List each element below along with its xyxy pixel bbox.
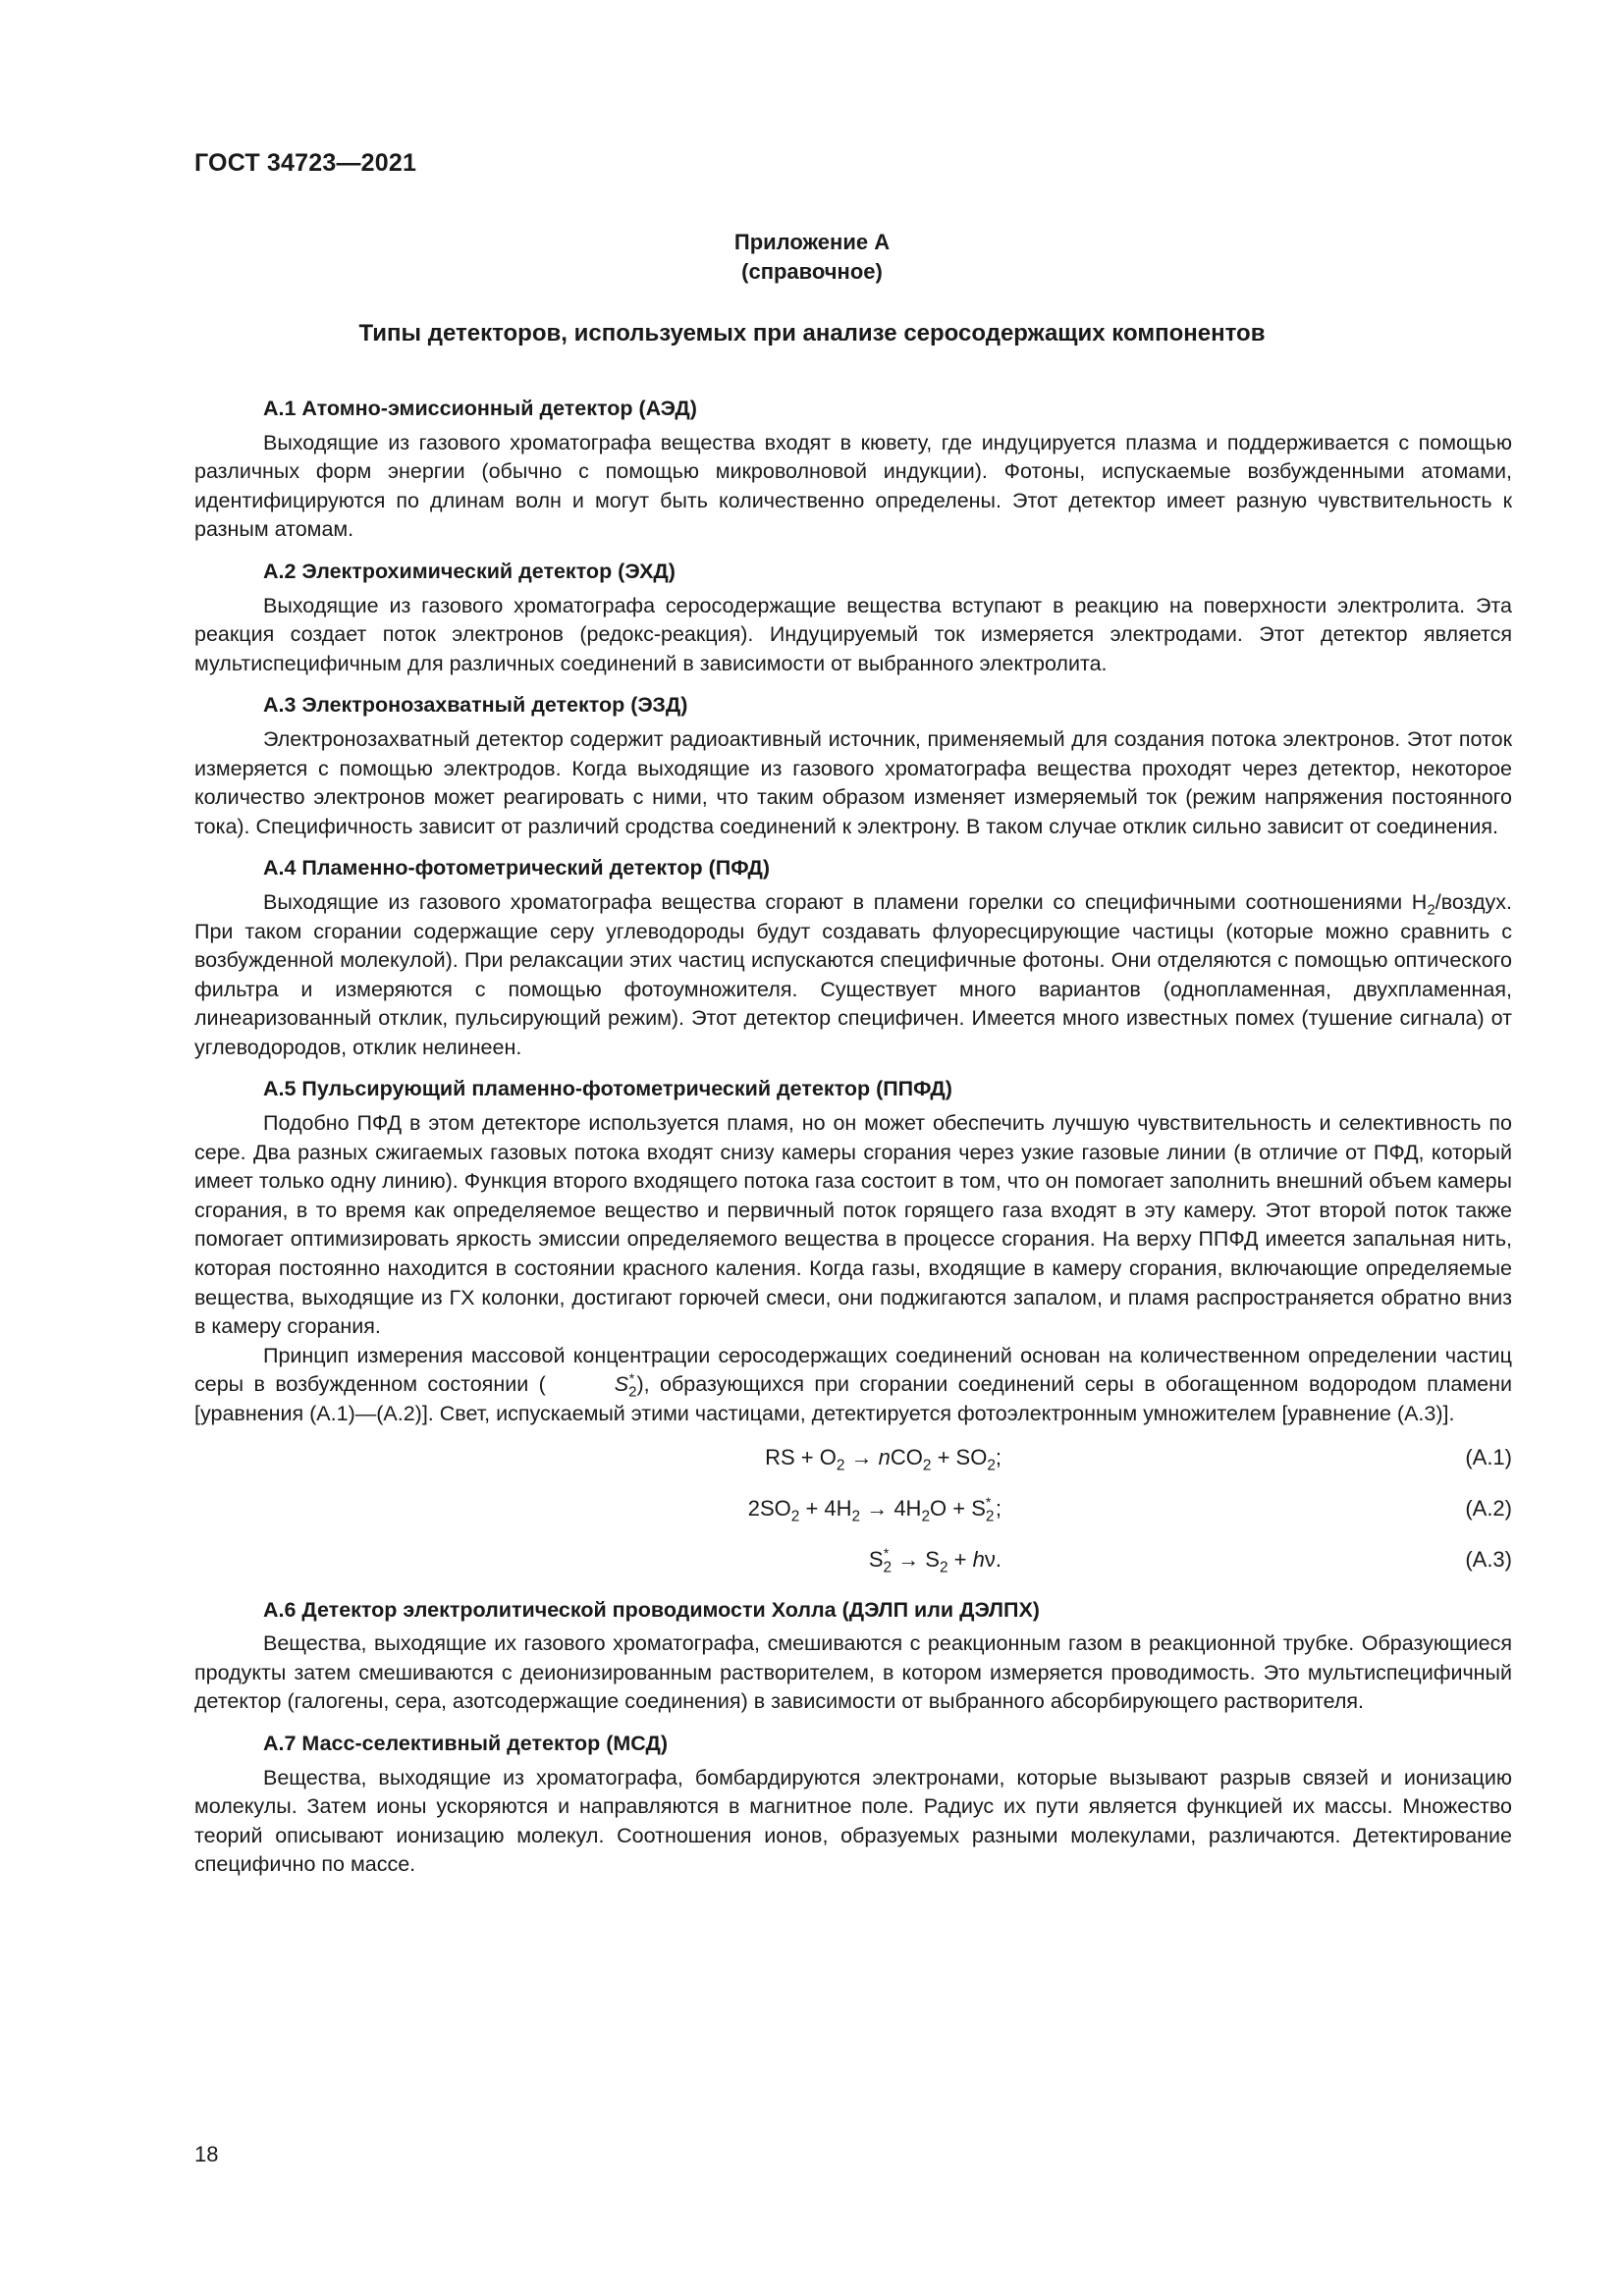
superscript-star: *	[628, 1370, 635, 1387]
section-heading: А.3 Электронозахватный детектор (ЭЗД)	[263, 693, 688, 718]
section-a2	[194, 558, 1512, 678]
section-heading: А.6 Детектор электролитической проводимости Холла (ДЭЛП или ДЭЛПХ)	[263, 1597, 1040, 1622]
paragraph	[194, 1342, 1512, 1429]
subscript: 2	[628, 1383, 637, 1401]
annex-type: (справочное)	[741, 259, 883, 284]
text-run: /воздух. При таком сгорании содержащие серу углеводороды будут создавать флуоресцирующие частицы (которые можно сравнить с возбужденной молекулой). При релаксации этих частиц испускаются специфичные фотоны. Они отделяются с помощью оптического фильтра и измеряются с помощью фотоумножителя. Существует много вариантов (однопламенная, двухпламенная, линеаризованный отклик, пульсирующий режим). Этот детектор специфичен. Имеется много известных помех (тушение сигнала) от углеводородов, отклик нелинеен.	[194, 889, 1512, 1059]
paragraph	[194, 888, 1512, 1063]
section-heading: А.7 Масс-селективный детектор (МСД)	[263, 1731, 668, 1755]
equation-expression: $2SO_2 + 4H_2 \to 4H_2O + S_2$ * ;	[747, 1493, 1001, 1524]
equation-expression: $S_2$ * → $S_2 + h\nu$.	[868, 1544, 1001, 1575]
excited-sulfur-symbol	[546, 1370, 637, 1400]
section-a4	[194, 854, 1512, 1062]
equation-number: (А.1)	[1465, 1444, 1512, 1469]
symbol: S	[614, 1372, 629, 1397]
section-a5	[194, 1075, 1512, 1428]
paragraph: Вещества, выходящие из хроматографа, бомбардируются электронами, которые вызывают разрыв связей и ионизацию молекулы. Затем ионы ускоряются и направляются в магнитное поле. Радиус их пути является функцией их массы. Множество теорий описывают ионизацию молекул. Соотношения ионов, образуемых разными молекулами, различаются. Детектирование специфично по массе.	[194, 1765, 1512, 1877]
paragraph: Выходящие из газового хроматографа вещества входят в кювету, где индуцируется плазма и поддерживается с помощью различных форм энергии (обычно с помощью микроволновой индукции). Фотоны, испускаемые возбужденными атомами, идентифицируются по длинам волн и могут быть количественно определены. Этот детектор имеет разную чувствительность к разным атомам.	[194, 430, 1512, 542]
document-body	[194, 395, 1512, 1893]
section-a1	[194, 395, 1512, 545]
equation-expression: RS + $O_2 \to nCO_2 + SO_2$;	[765, 1444, 1001, 1473]
page-number: 18	[194, 2142, 219, 2166]
section-heading: А.4 Пламенно-фотометрический детектор (ПФД)	[263, 856, 770, 881]
equation-a2	[194, 1494, 1512, 1527]
equation-number: (А.2)	[1465, 1495, 1512, 1521]
equation-a3	[194, 1545, 1512, 1578]
equation-number: (А.3)	[1465, 1546, 1512, 1572]
paragraph: Электронозахватный детектор содержит радиоактивный источник, применяемый для создания потока электронов. Этот поток измеряется с помощью электродов. Когда выходящие из газового хроматографа вещества проходят через детектор, некоторое количество электронов может реагировать с ними, что таким образом изменяет измеряемый ток (режим напряжения постоянного тока). Специфичность зависит от различий сродства соединений к электрону. В таком случае отклик сильно зависит от соединения.	[194, 726, 1512, 838]
paragraph: Выходящие из газового хроматографа серосодержащие вещества вступают в реакцию на поверхности электролита. Эта реакция создает поток электронов (редокс-реакция). Индуцируемый ток измеряется электродами. Этот детектор является мультиспецифичным для различных соединений в зависимости от выбранного электролита.	[194, 593, 1512, 675]
standard-designation: ГОСТ 34723—2021	[194, 149, 417, 177]
document-title: Типы детекторов, используемых при анализе серосодержащих компонентов	[358, 320, 1266, 347]
text-run: Принцип измерения массовой концентрации серосодержащих соединений основан на количественном определении частиц серы в возбужденном состоянии (	[194, 1343, 1512, 1397]
subscript: 2	[1427, 901, 1435, 919]
equation-a1	[194, 1443, 1512, 1476]
text-run: ), образующихся при сгорании соединений серы в обогащенном водородом пламени [уравнения (А.1)—(А.2)]. Свет, испускаемый этими частицами, детектируется фотоэлектронным умножителем [уравнение (А.3)].	[194, 1372, 1512, 1425]
paragraph: Вещества, выходящие их газового хроматографа, смешиваются с реакционным газом в реакционной трубке. Образующиеся продукты затем смешиваются с деионизированным растворителем, в котором измеряется проводимость. Это мультиспецифичный детектор (галогены, сера, азотсодержащие соединения) в зависимости от выбранного абсорбирующего растворителя.	[194, 1631, 1512, 1714]
section-a7	[194, 1730, 1512, 1880]
text-run: Выходящие из газового хроматографа вещества сгорают в пламени горелки со специфичными соотношениями H	[263, 889, 1428, 914]
equations-block	[194, 1443, 1512, 1578]
annex-title: Приложение А	[733, 230, 891, 254]
section-heading: А.2 Электрохимический детектор (ЭХД)	[263, 559, 676, 583]
section-a3	[194, 691, 1512, 841]
section-a6	[194, 1596, 1512, 1717]
section-heading: А.1 Атомно-эмиссионный детектор (АЭД)	[263, 397, 697, 420]
annex-heading	[0, 228, 1624, 287]
section-heading: А.5 Пульсирующий пламенно-фотометрический детектор (ППФД)	[263, 1077, 952, 1101]
paragraph: Подобно ПФД в этом детекторе используется пламя, но он может обеспечить лучшую чувствительность и селективность по сере. Два разных сжигаемых газовых потока входят снизу камеры сгорания через узкие газовые линии (в отличие от ПФД, который имеет только одну линию). Функция второго входящего потока газа состоит в том, что он помогает заполнить внешний объем камеры сгорания, в то время как определяемое вещество и первичный поток горящего газа входят в эту камеру. Этот второй поток также помогает оптимизировать яркость эмиссии определяемого вещества в процессе сгорания. На верху ППФД имеется запальная нить, которая постоянно находится в состоянии красного каления. Когда газы, входящие в камеру сгорания, включающие определяемые вещества, выходящие из ГХ колонки, достигают горючей смеси, они поджигаются запалом, и пламя распространяется обратно вниз в камеру сгорания.	[194, 1111, 1512, 1339]
